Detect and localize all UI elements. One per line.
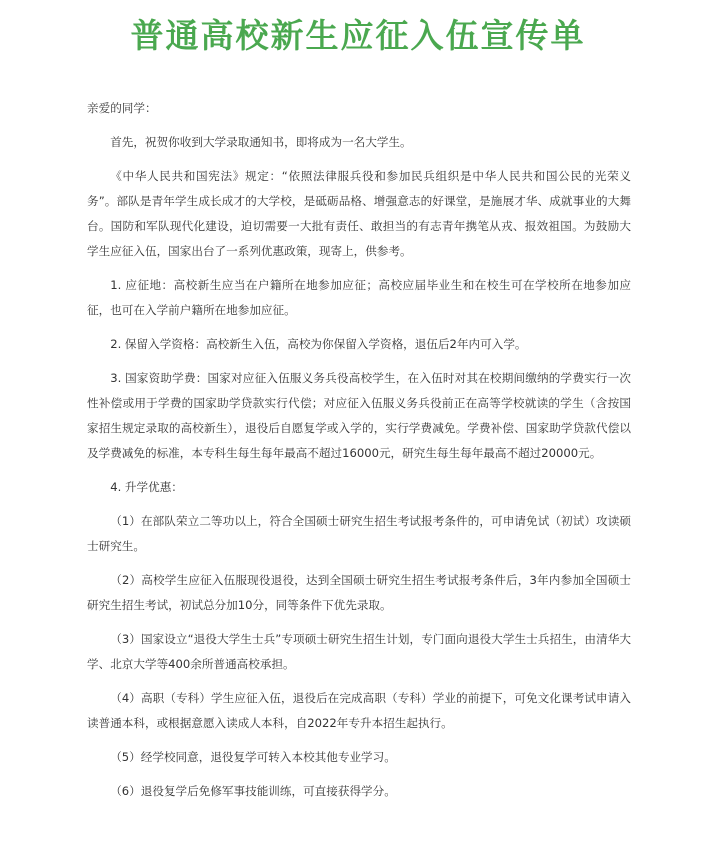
page-title: 普通高校新生应征入伍宣传单 [130,16,586,55]
paragraph-congratulations: 首先，祝贺你收到大学录取通知书，即将成为一名大学生。 [110,135,412,149]
greeting: 亲爱的同学： [87,101,157,115]
sub-item-special-plan: （3）国家设立“退役大学生士兵”专项硕士研究生招生计划，专门面向退役大学生士兵招生，由清华大学、北京大学等400余所普通高校承担。 [87,632,631,671]
policy-item-tuition-aid: 3. 国家资助学费：国家对应征入伍服义务兵役高校学生，在入伍时对其在校期间缴纳的学费实行一次性补偿或用于学费的国家助学贷款实行代偿；对应征入伍服义务兵役前正在高等学校就读的学生（含按国家招生规定录取的高校新生），退役后自愿复学或入学的，实行学费减免。学费补偿、国家助学贷款代偿以及学费减免的标准，本专科生每生每年最高不超过16000元，研究生每生每年最高不超过20000元。 [87,371,631,460]
policy-item-enlistment-location: 1. 应征地：高校新生应当在户籍所在地参加应征；高校应届毕业生和在校生可在学校所在地参加应征，也可在入学前户籍所在地参加应征。 [87,278,631,317]
sub-item-bonus-points: （2）高校学生应征入伍服现役退役，达到全国硕士研究生招生考试报考条件后，3年内参加全国硕士研究生招生考试，初试总分加10分，同等条件下优先录取。 [87,573,631,612]
policy-item-further-study: 4. 升学优惠： [110,480,183,494]
paragraph-constitution: 《中华人民共和国宪法》规定：“依照法律服兵役和参加民兵组织是中华人民共和国公民的光荣义务”。部队是青年学生成长成才的大学校，是砥砺品格、增强意志的好课堂，是施展才华、成就事业的大舞台。国防和军队现代化建设，迫切需要一大批有责任、敢担当的有志青年携笔从戎、报效祖国。为鼓励大学生应征入伍，国家出台了一系列优惠政策，现寄上，供参考。 [87,169,631,258]
document-body [87,96,631,813]
sub-item-major-transfer: （5）经学校同意，退役复学可转入本校其他专业学习。 [110,750,396,764]
sub-item-military-training-credit: （6）退役复学后免修军事技能训练，可直接获得学分。 [110,784,396,798]
sub-item-vocational-upgrade: （4）高职（专科）学生应征入伍，退役后在完成高职（专科）学业的前提下，可免文化课考试申请入读普通本科，或根据意愿入读成人本科，自2022年专升本招生起执行。 [87,691,631,730]
sub-item-merit-exemption: （1）在部队荣立二等功以上，符合全国硕士研究生招生考试报考条件的，可申请免试（初试）攻读硕士研究生。 [87,514,631,553]
policy-item-retain-admission: 2. 保留入学资格：高校新生入伍，高校为你保留入学资格，退伍后2年内可入学。 [110,337,527,351]
